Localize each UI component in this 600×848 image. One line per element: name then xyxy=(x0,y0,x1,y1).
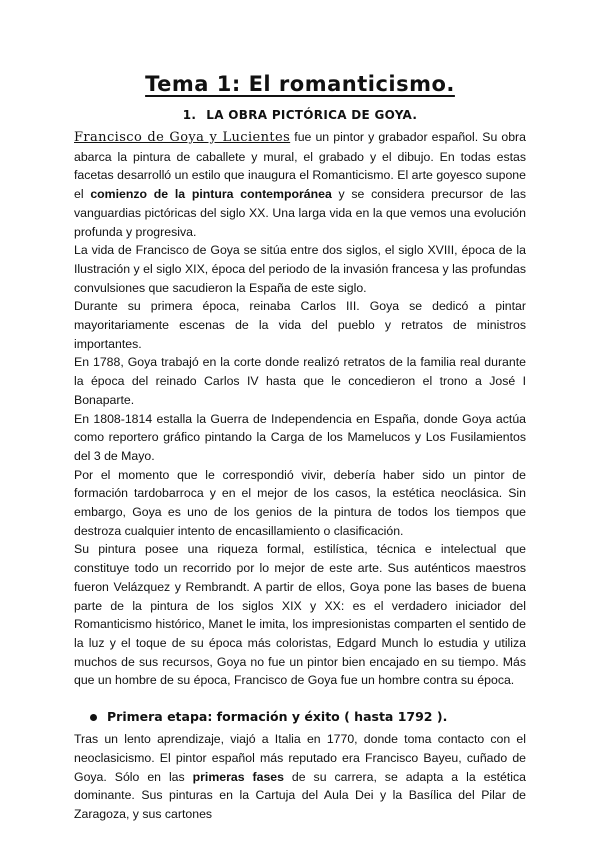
author-name: Francisco de Goya y Lucientes xyxy=(74,130,291,145)
paragraph-last xyxy=(74,730,526,824)
bullet-heading xyxy=(90,708,526,726)
paragraph: En 1788, Goya trabajó en la corte donde realizó retratos de la familia real durante la época del reinado Carlos IV hasta que le concedieron el trono a José I Bonaparte. xyxy=(74,355,526,407)
page-title xyxy=(0,70,600,98)
paragraph-text: y se considera precursor de las vanguardias pictóricas del siglo XX. Una larga vida en la que vemos una evolución profunda y progresiva. xyxy=(74,187,526,239)
bullet-icon xyxy=(90,714,97,721)
page-title-text: Tema 1: El romanticismo. xyxy=(145,72,455,96)
bold-text: primeras fases xyxy=(192,769,284,784)
paragraph: Su pintura posee una riqueza formal, estilística, técnica e intelectual que constituye todo un recorrido por lo mejor de este arte. Sus auténticos maestros fueron Velázquez y Rembrandt. A partir de ellos, Goya pone las bases de buena parte de la pintura de los siglos XIX y XX: es el verdadero iniciador del Romanticismo histórico, Manet le imita, los impresionistas comparten el sentido de la luz y el toque de su época más coloristas, Edgard Munch lo estudia y utiliza muchos de sus recursos, Goya no fue un pintor bien encajado en su tiempo. Más que un hombre de su época, Francisco de Goya fue un hombre contra su época. xyxy=(74,542,526,688)
spacer xyxy=(74,690,526,708)
paragraph-text: Tras un lento aprendizaje, viajó a Italia en 1770, donde toma contacto con el neoclasicismo. El pintor español más reputado era Francisco Bayeu, cuñado de Goya. Sólo en las xyxy=(74,732,526,784)
document-body xyxy=(74,128,526,824)
section-number: 1. xyxy=(182,108,197,122)
paragraph-text: de su carrera, se adapta a la estética dominante. Sus pinturas en la Cartuja del Aula Dei y la Basílica del Pilar de Zaragoza, y sus cartones xyxy=(74,769,526,821)
bullet-heading-text: Primera etapa: formación y éxito ( hasta 1792 ). xyxy=(107,709,448,725)
paragraph: Por el momento que le correspondió vivir, debería haber sido un pintor de formación tardobarroca y en el mejor de los casos, la estética neoclásica. Sin embargo, Goya es uno de los genios de la pintura de todos los tiempos que destroza cualquier intento de encasillamiento o clasificación. xyxy=(74,467,526,538)
paragraph: En 1808-1814 estalla la Guerra de Independencia en España, donde Goya actúa como reportero gráfico pintando la Carga de los Mamelucos y Los Fusilamientos del 3 de Mayo. xyxy=(74,411,526,463)
section-heading xyxy=(0,106,600,124)
section-title: LA OBRA PICTÓRICA DE GOYA. xyxy=(206,108,418,122)
paragraph-intro xyxy=(74,128,526,241)
paragraph: Durante su primera época, reinaba Carlos III. Goya se dedicó a pintar mayoritariamente escenas de la vida del pueblo y retratos de ministros importantes. xyxy=(74,299,526,351)
paragraph-text: fue un pintor y grabador español. Su obra abarca la pintura de caballete y mural, el grabado y el dibujo. En todas estas facetas desarrolló un estilo que inaugura el Romanticismo. El arte goyesco supone el xyxy=(74,130,526,202)
paragraph: La vida de Francisco de Goya se sitúa entre dos siglos, el siglo XVIII, época de la Ilustración y el siglo XIX, época del periodo de la invasión francesa y las profundas convulsiones que sacudieron la España de este siglo. xyxy=(74,243,526,295)
bold-text: comienzo de la pintura contemporánea xyxy=(90,187,332,202)
